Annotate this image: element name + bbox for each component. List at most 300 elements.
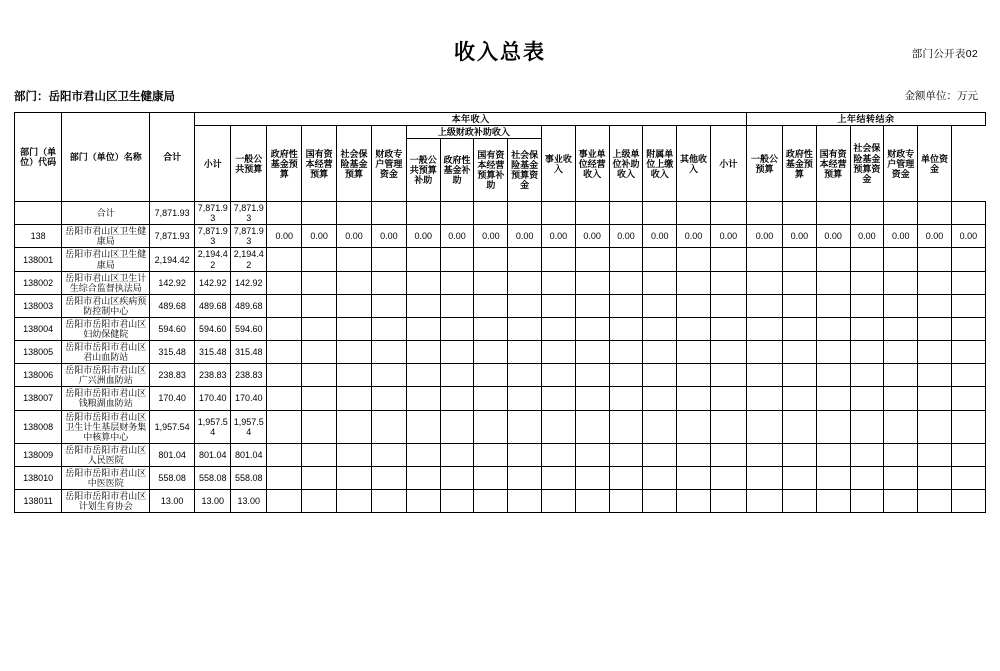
cell-dept-code: 138006	[15, 364, 62, 387]
cell-value	[951, 490, 985, 513]
cell-value	[951, 248, 985, 271]
cell-value	[267, 271, 302, 294]
cell-value	[850, 317, 884, 340]
cell-value	[508, 387, 542, 410]
cell-value	[440, 202, 474, 225]
cell-dept-code: 138011	[15, 490, 62, 513]
cell-value	[884, 443, 918, 466]
cell-value	[575, 341, 609, 364]
cell-value	[951, 410, 985, 443]
cell-value	[677, 387, 711, 410]
cell-value	[406, 294, 440, 317]
cell-dept-name: 岳阳市岳阳市君山区广兴洲血防站	[62, 364, 150, 387]
cell-value	[302, 294, 337, 317]
cell-value	[302, 410, 337, 443]
cell-value	[302, 271, 337, 294]
cell-value	[746, 271, 782, 294]
cell-value: 0.00	[850, 225, 884, 248]
cell-general-public-budget: 594.60	[231, 317, 267, 340]
cell-value	[406, 490, 440, 513]
cell-dept-name: 岳阳市君山区卫生健康局	[62, 225, 150, 248]
department-label: 部门：岳阳市君山区卫生健康局	[14, 91, 175, 103]
cell-value	[643, 410, 677, 443]
cell-value	[643, 271, 677, 294]
cell-value	[710, 248, 746, 271]
cell-value	[951, 271, 985, 294]
cell-value	[440, 317, 474, 340]
cell-value	[474, 443, 508, 466]
cell-value	[816, 248, 850, 271]
cell-total: 594.60	[150, 317, 195, 340]
cell-dept-code: 138	[15, 225, 62, 248]
cell-value	[337, 341, 372, 364]
cell-total: 7,871.93	[150, 225, 195, 248]
cell-value	[951, 364, 985, 387]
cell-dept-name: 岳阳市岳阳市君山区计划生育协会	[62, 490, 150, 513]
cell-subtotal: 558.08	[195, 466, 231, 489]
cell-value	[267, 341, 302, 364]
cell-value: 0.00	[884, 225, 918, 248]
cell-value	[575, 490, 609, 513]
cell-value	[406, 202, 440, 225]
cell-value	[816, 387, 850, 410]
cell-value	[643, 490, 677, 513]
meta-row	[0, 88, 1000, 104]
cell-value	[884, 202, 918, 225]
cell-value	[508, 294, 542, 317]
cell-value	[710, 341, 746, 364]
cell-value	[951, 466, 985, 489]
cell-value	[474, 387, 508, 410]
cell-value	[542, 294, 576, 317]
cell-value	[884, 387, 918, 410]
cell-dept-code: 138005	[15, 341, 62, 364]
header-sup-soe-capital: 国有资本经营预算补助	[474, 139, 508, 202]
cell-value	[337, 317, 372, 340]
cell-value	[782, 387, 816, 410]
cell-value	[508, 364, 542, 387]
cell-value	[850, 466, 884, 489]
cell-value	[267, 387, 302, 410]
cell-value	[337, 271, 372, 294]
cell-value	[609, 387, 643, 410]
cell-value	[337, 410, 372, 443]
cell-value	[371, 341, 406, 364]
cell-value	[746, 317, 782, 340]
cell-value	[850, 341, 884, 364]
cell-value	[609, 341, 643, 364]
cell-value	[302, 387, 337, 410]
cell-value	[918, 466, 952, 489]
table-row	[15, 294, 986, 317]
cell-value	[267, 364, 302, 387]
cell-subtotal: 238.83	[195, 364, 231, 387]
header-prev-soe-capital-budget: 国有资本经营预算	[816, 126, 850, 202]
cell-value	[850, 294, 884, 317]
cell-value	[474, 490, 508, 513]
cell-value	[267, 248, 302, 271]
cell-value	[575, 294, 609, 317]
cell-value	[951, 202, 985, 225]
cell-general-public-budget: 7,871.93	[231, 225, 267, 248]
cell-total: 315.48	[150, 341, 195, 364]
cell-value	[440, 490, 474, 513]
cell-value	[575, 387, 609, 410]
cell-value	[782, 271, 816, 294]
cell-value	[474, 410, 508, 443]
header-current-year-group: 本年收入	[195, 113, 747, 126]
cell-dept-name: 岳阳市君山区卫生健康局	[62, 248, 150, 271]
cell-value	[575, 466, 609, 489]
cell-value	[474, 317, 508, 340]
cell-value	[951, 341, 985, 364]
header-prev-year-group: 上年结转结余	[746, 113, 985, 126]
cell-subtotal: 489.68	[195, 294, 231, 317]
cell-value	[884, 317, 918, 340]
cell-general-public-budget: 238.83	[231, 364, 267, 387]
page-title: 收入总表	[454, 40, 546, 64]
cell-value: 0.00	[951, 225, 985, 248]
cell-value	[440, 341, 474, 364]
cell-value	[677, 490, 711, 513]
cell-value	[371, 387, 406, 410]
cell-value	[918, 317, 952, 340]
cell-value	[406, 317, 440, 340]
cell-value	[710, 410, 746, 443]
cell-value	[406, 364, 440, 387]
cell-value	[850, 202, 884, 225]
table-body	[15, 202, 986, 513]
cell-value	[440, 248, 474, 271]
cell-subtotal: 7,871.93	[195, 225, 231, 248]
cell-value	[474, 271, 508, 294]
cell-value	[474, 202, 508, 225]
cell-dept-code: 138001	[15, 248, 62, 271]
cell-general-public-budget: 170.40	[231, 387, 267, 410]
cell-value	[302, 248, 337, 271]
cell-value	[677, 364, 711, 387]
cell-value	[643, 364, 677, 387]
cell-value: 0.00	[710, 225, 746, 248]
cell-general-public-budget: 7,871.93	[231, 202, 267, 225]
cell-value	[371, 443, 406, 466]
cell-value	[782, 294, 816, 317]
cell-value	[782, 317, 816, 340]
cell-value	[337, 443, 372, 466]
cell-value	[677, 271, 711, 294]
cell-value	[542, 271, 576, 294]
cell-value	[440, 271, 474, 294]
cell-value	[677, 466, 711, 489]
cell-dept-code: 138007	[15, 387, 62, 410]
cell-value: 0.00	[575, 225, 609, 248]
cell-value	[951, 294, 985, 317]
cell-value	[337, 202, 372, 225]
cell-value	[850, 490, 884, 513]
cell-value	[677, 294, 711, 317]
cell-value	[267, 202, 302, 225]
table-row	[15, 364, 986, 387]
cell-value	[643, 202, 677, 225]
cell-value	[816, 466, 850, 489]
cell-general-public-budget: 2,194.42	[231, 248, 267, 271]
cell-value	[575, 248, 609, 271]
cell-value	[508, 317, 542, 340]
cell-value	[474, 294, 508, 317]
cell-value	[575, 443, 609, 466]
header-gov-fund-budget: 政府性基金预算	[267, 126, 302, 202]
table-row	[15, 466, 986, 489]
cell-value	[884, 364, 918, 387]
cell-total: 558.08	[150, 466, 195, 489]
cell-value	[782, 202, 816, 225]
cell-value	[440, 466, 474, 489]
cell-total: 142.92	[150, 271, 195, 294]
cell-subtotal: 594.60	[195, 317, 231, 340]
cell-value	[816, 202, 850, 225]
cell-value	[508, 271, 542, 294]
cell-value	[884, 466, 918, 489]
cell-value	[710, 490, 746, 513]
table-row	[15, 410, 986, 443]
cell-total: 801.04	[150, 443, 195, 466]
cell-value	[951, 443, 985, 466]
cell-dept-code: 138009	[15, 443, 62, 466]
header-other-income: 其他收入	[677, 126, 711, 202]
cell-value: 0.00	[643, 225, 677, 248]
cell-value	[609, 364, 643, 387]
cell-value	[677, 317, 711, 340]
cell-value: 0.00	[508, 225, 542, 248]
cell-value	[816, 364, 850, 387]
cell-value	[302, 202, 337, 225]
cell-value	[816, 317, 850, 340]
cell-value: 0.00	[440, 225, 474, 248]
cell-dept-name: 合计	[62, 202, 150, 225]
cell-value	[337, 364, 372, 387]
cell-value: 0.00	[302, 225, 337, 248]
cell-value: 0.00	[371, 225, 406, 248]
table-row	[15, 443, 986, 466]
cell-subtotal: 2,194.42	[195, 248, 231, 271]
table-row	[15, 317, 986, 340]
cell-value	[746, 294, 782, 317]
cell-dept-code: 138003	[15, 294, 62, 317]
cell-dept-name: 岳阳市君山区疾病预防控制中心	[62, 294, 150, 317]
cell-value	[474, 364, 508, 387]
table-row	[15, 202, 986, 225]
cell-dept-code: 138002	[15, 271, 62, 294]
cell-value	[542, 364, 576, 387]
cell-value	[746, 387, 782, 410]
cell-value	[440, 364, 474, 387]
cell-value	[508, 341, 542, 364]
cell-value	[508, 490, 542, 513]
cell-value	[508, 443, 542, 466]
cell-value	[337, 466, 372, 489]
cell-value	[575, 317, 609, 340]
cell-subtotal: 1,957.54	[195, 410, 231, 443]
cell-value	[816, 341, 850, 364]
header-general-public-budget: 一般公共预算	[231, 126, 267, 202]
cell-value	[677, 248, 711, 271]
header-sup-gov-fund: 政府性基金补助	[440, 139, 474, 202]
cell-value	[542, 317, 576, 340]
cell-value	[643, 387, 677, 410]
cell-value	[951, 317, 985, 340]
cell-general-public-budget: 801.04	[231, 443, 267, 466]
cell-value	[267, 410, 302, 443]
cell-value	[371, 317, 406, 340]
cell-value	[918, 387, 952, 410]
cell-value	[918, 364, 952, 387]
cell-value	[267, 443, 302, 466]
cell-value	[746, 202, 782, 225]
cell-general-public-budget: 13.00	[231, 490, 267, 513]
header-dept-name: 部门（单位）名称	[62, 113, 150, 202]
cell-value	[850, 271, 884, 294]
table-header-row-1	[15, 113, 986, 126]
cell-dept-code	[15, 202, 62, 225]
cell-dept-name: 岳阳市君山区卫生计生综合监督执法局	[62, 271, 150, 294]
header-business-unit-income: 事业单位经营收入	[575, 126, 609, 202]
cell-value	[816, 410, 850, 443]
cell-value	[746, 364, 782, 387]
cell-value	[542, 202, 576, 225]
cell-value	[542, 248, 576, 271]
cell-value	[884, 341, 918, 364]
cell-value	[542, 387, 576, 410]
cell-value	[746, 490, 782, 513]
cell-value	[746, 443, 782, 466]
cell-value	[406, 443, 440, 466]
cell-value	[406, 248, 440, 271]
cell-total: 238.83	[150, 364, 195, 387]
cell-value	[267, 490, 302, 513]
cell-dept-name: 岳阳市岳阳市君山区卫生计生基层财务集中核算中心	[62, 410, 150, 443]
cell-value: 0.00	[816, 225, 850, 248]
cell-value	[406, 466, 440, 489]
cell-value	[850, 410, 884, 443]
cell-value	[575, 364, 609, 387]
cell-value	[782, 364, 816, 387]
cell-value: 0.00	[474, 225, 508, 248]
cell-value	[371, 364, 406, 387]
cell-value	[816, 271, 850, 294]
cell-dept-name: 岳阳市岳阳市君山区人民医院	[62, 443, 150, 466]
cell-dept-name: 岳阳市岳阳市君山区妇幼保健院	[62, 317, 150, 340]
cell-value	[609, 443, 643, 466]
cell-value	[782, 341, 816, 364]
cell-value	[302, 317, 337, 340]
cell-value	[918, 490, 952, 513]
header-social-insurance-fund: 社会保险基金预算	[337, 126, 372, 202]
income-summary-table	[14, 112, 986, 513]
header-superior-subsidy-group: 上级财政补助收入	[406, 126, 541, 139]
header-fiscal-special-account: 财政专户管理资金	[371, 126, 406, 202]
cell-value: 0.00	[337, 225, 372, 248]
cell-subtotal: 142.92	[195, 271, 231, 294]
header-prev-general-public-budget: 一般公预算	[746, 126, 782, 202]
cell-value	[710, 202, 746, 225]
cell-total: 1,957.54	[150, 410, 195, 443]
header-business-income: 事业收入	[542, 126, 576, 202]
table-row	[15, 271, 986, 294]
cell-value	[746, 466, 782, 489]
cell-general-public-budget: 1,957.54	[231, 410, 267, 443]
cell-value	[371, 410, 406, 443]
cell-value	[542, 410, 576, 443]
cell-total: 489.68	[150, 294, 195, 317]
cell-value	[850, 364, 884, 387]
cell-value	[609, 294, 643, 317]
cell-value	[337, 387, 372, 410]
document-page	[0, 36, 1000, 671]
cell-value	[406, 387, 440, 410]
cell-value	[816, 443, 850, 466]
cell-value	[643, 466, 677, 489]
cell-value	[406, 271, 440, 294]
cell-value	[508, 248, 542, 271]
amount-unit-label: 金额单位：万元	[904, 90, 978, 102]
cell-value	[406, 410, 440, 443]
cell-value	[643, 248, 677, 271]
cell-general-public-budget: 489.68	[231, 294, 267, 317]
cell-value	[884, 248, 918, 271]
cell-value	[474, 466, 508, 489]
cell-value	[918, 202, 952, 225]
cell-general-public-budget: 142.92	[231, 271, 267, 294]
cell-value	[643, 317, 677, 340]
cell-value	[337, 248, 372, 271]
cell-value: 0.00	[609, 225, 643, 248]
header-prev-fiscal-special-account: 财政专户管理资金	[884, 126, 918, 202]
header-prev-social-insurance-fund: 社会保险基金预算资金	[850, 126, 884, 202]
table-row	[15, 490, 986, 513]
cell-value	[609, 271, 643, 294]
cell-value	[710, 294, 746, 317]
cell-value	[542, 466, 576, 489]
cell-value	[302, 466, 337, 489]
cell-value	[371, 490, 406, 513]
cell-value	[884, 271, 918, 294]
cell-value	[850, 248, 884, 271]
header-affiliated-unit-income: 附属单位上缴收入	[643, 126, 677, 202]
cell-total: 7,871.93	[150, 202, 195, 225]
cell-value	[371, 271, 406, 294]
cell-value	[677, 202, 711, 225]
cell-value	[337, 294, 372, 317]
header-sup-general-public: 一般公共预算补助	[406, 139, 440, 202]
cell-value: 0.00	[918, 225, 952, 248]
cell-value	[918, 271, 952, 294]
cell-general-public-budget: 558.08	[231, 466, 267, 489]
cell-value	[782, 248, 816, 271]
cell-value	[918, 443, 952, 466]
header-soe-capital-budget: 国有资本经营预算	[302, 126, 337, 202]
cell-value	[542, 341, 576, 364]
cell-value	[850, 443, 884, 466]
cell-value	[918, 341, 952, 364]
cell-dept-code: 138008	[15, 410, 62, 443]
cell-value	[609, 248, 643, 271]
table-row	[15, 387, 986, 410]
cell-subtotal: 315.48	[195, 341, 231, 364]
cell-value	[542, 443, 576, 466]
cell-subtotal: 13.00	[195, 490, 231, 513]
cell-value	[746, 410, 782, 443]
cell-value: 0.00	[782, 225, 816, 248]
